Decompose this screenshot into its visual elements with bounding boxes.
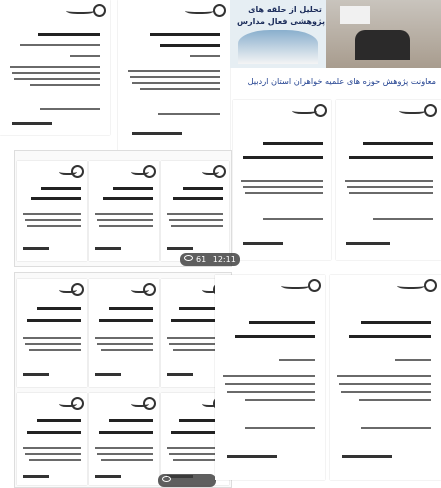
text-line (10, 66, 100, 68)
hero-title-line1: تحلیل از حلقه های (248, 5, 322, 14)
hero-title-line2: پژوهشی فعال مدارس (237, 17, 325, 26)
hero-caption[interactable]: معاونت پژوهش حوزه های علمیه خواهران استان اردبیل (247, 76, 436, 86)
text-line (263, 218, 323, 220)
document-page[interactable] (215, 275, 325, 480)
basmala-heading (397, 281, 426, 289)
text-line (20, 44, 100, 46)
document-title (363, 142, 433, 145)
eye-icon (162, 476, 171, 482)
text-line (227, 391, 315, 393)
text-line (279, 359, 315, 361)
projector-screen (340, 6, 370, 24)
text-line (190, 55, 220, 57)
document-collage[interactable] (14, 150, 232, 267)
document-title (150, 33, 220, 36)
text-line (373, 218, 433, 220)
institution-emblem-icon (314, 104, 327, 117)
document-page[interactable] (233, 100, 331, 260)
signature (12, 122, 52, 125)
view-count: 61 (196, 255, 207, 264)
institution-emblem-icon (308, 279, 321, 292)
text-line (243, 186, 323, 188)
text-line (14, 78, 100, 80)
text-line (339, 383, 431, 385)
post-time: 12:11 (212, 255, 236, 264)
document-page[interactable] (336, 100, 441, 260)
document-page (17, 393, 87, 485)
document-subtitle (349, 335, 431, 338)
document-page (17, 279, 87, 387)
document-title (249, 321, 315, 324)
institution-emblem-icon (213, 4, 226, 17)
document-collage[interactable] (14, 272, 232, 488)
audience-silhouette (355, 30, 410, 60)
document-page (89, 161, 159, 261)
document-title (361, 321, 431, 324)
eye-icon (184, 255, 193, 261)
document-page[interactable] (118, 0, 230, 155)
text-line (225, 383, 315, 385)
signature (346, 242, 390, 245)
text-line (223, 375, 315, 377)
signature (342, 455, 392, 458)
basmala-heading (66, 6, 95, 14)
document-page (161, 161, 229, 261)
document-page (89, 279, 159, 387)
document-page (17, 161, 87, 261)
text-line (347, 186, 433, 188)
text-line (349, 192, 433, 194)
document-subtitle (349, 156, 433, 159)
text-line (30, 84, 100, 86)
view-count-badge (180, 253, 240, 266)
basmala-heading (281, 281, 310, 289)
text-line (12, 72, 100, 74)
text-line (132, 82, 220, 84)
text-line (140, 88, 220, 90)
document-title (38, 33, 100, 36)
text-line (158, 113, 220, 115)
institution-emblem-icon (424, 279, 437, 292)
basmala-heading (185, 6, 214, 14)
signature (132, 132, 182, 135)
text-line (245, 399, 315, 401)
text-line (241, 180, 323, 182)
document-page[interactable] (0, 0, 110, 135)
text-line (70, 55, 100, 57)
text-line (130, 76, 220, 78)
text-line (40, 108, 100, 110)
basmala-heading (399, 106, 426, 114)
document-title (263, 142, 323, 145)
text-line (361, 427, 431, 429)
document-subtitle (243, 156, 323, 159)
text-line (245, 192, 323, 194)
text-line (345, 180, 433, 182)
text-line (395, 359, 431, 361)
document-subtitle (235, 335, 315, 338)
signature (227, 455, 277, 458)
institution-emblem-icon (93, 4, 106, 17)
document-page[interactable] (330, 275, 441, 480)
document-subtitle (160, 44, 220, 47)
document-page (89, 393, 159, 485)
text-line (128, 70, 220, 72)
text-line (245, 427, 315, 429)
view-count-badge (158, 474, 216, 487)
open-book-graphic (238, 30, 318, 64)
signature (243, 242, 283, 245)
text-line (337, 375, 431, 377)
institution-emblem-icon (424, 104, 437, 117)
text-line (341, 391, 431, 393)
hero-image[interactable] (230, 0, 441, 68)
text-line (359, 399, 431, 401)
